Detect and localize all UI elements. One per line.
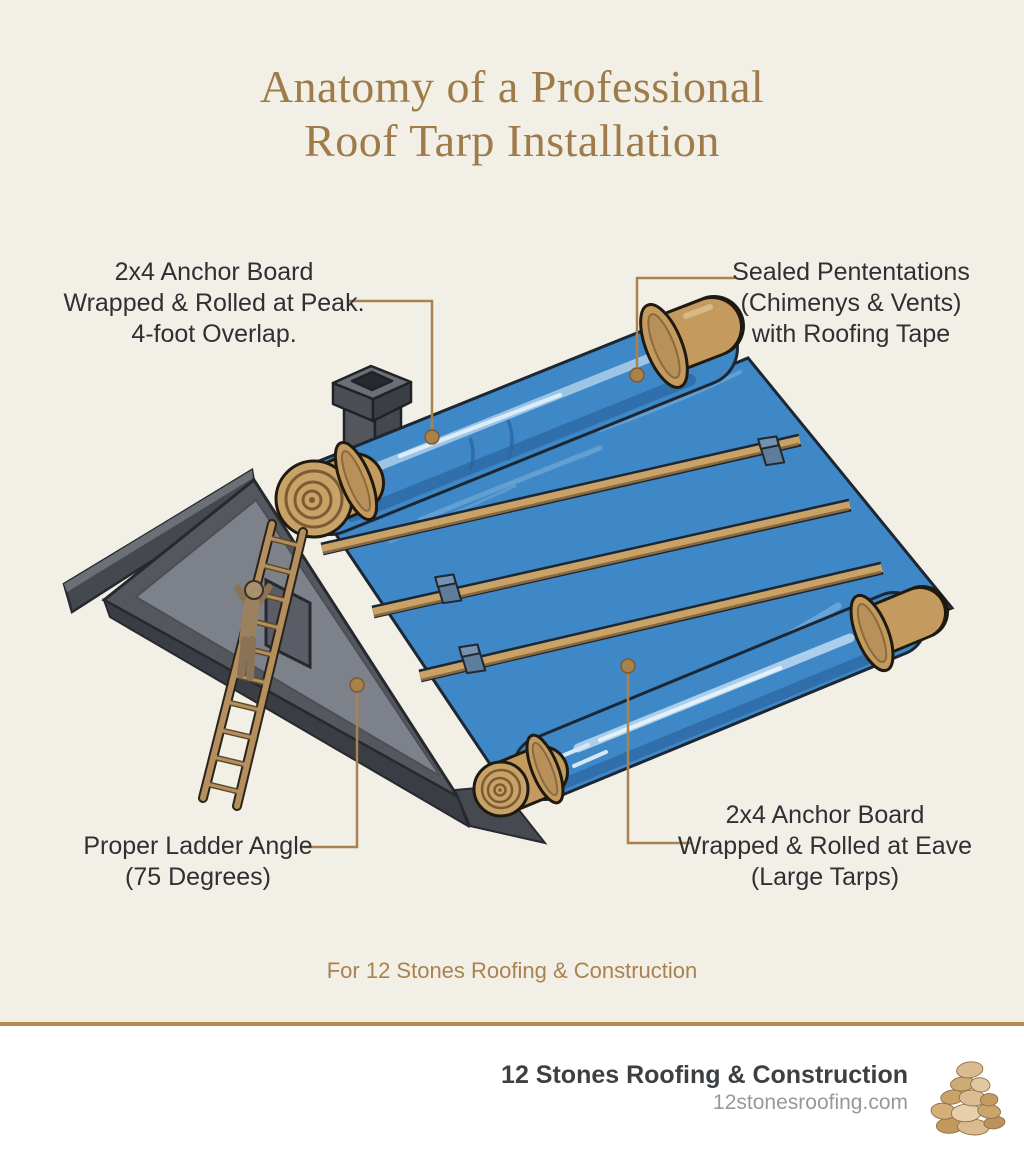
page-title-line-1: Anatomy of a Professional [259, 61, 765, 112]
callout-eave-line-2: Wrapped & Rolled at Eave [677, 832, 973, 860]
attribution-caption: For 12 Stones Roofing & Construction [326, 958, 698, 983]
callout-peak-line-3: 4-foot Overlap. [131, 320, 297, 348]
callout-dot-eave [621, 659, 635, 673]
footer [0, 1026, 1024, 1154]
callout-dot-peak [425, 430, 439, 444]
callout-dot-penetrations [630, 368, 644, 382]
stones-cairn-logo-icon [924, 1056, 1012, 1140]
callout-peak-line-1: 2x4 Anchor Board [114, 258, 314, 286]
callout-peak-line-2: Wrapped & Rolled at Peak. [63, 289, 365, 317]
footer-website: 12stonesroofing.com [713, 1091, 908, 1114]
callout-eave-label [650, 800, 1000, 893]
callout-penetrations-line-2: (Chimenys & Vents) [740, 289, 962, 317]
callout-ladder-line-2: (75 Degrees) [125, 863, 271, 891]
callout-ladder-line-1: Proper Ladder Angle [83, 832, 313, 860]
eave-roll-spiral-end [474, 762, 528, 816]
page-title [0, 60, 1024, 168]
footer-brand-name: 12 Stones Roofing & Construction [501, 1061, 908, 1089]
callout-dot-ladder [350, 678, 364, 692]
callout-eave-line-1: 2x4 Anchor Board [725, 801, 925, 829]
callout-penetrations-line-3: with Roofing Tape [751, 320, 951, 348]
callout-penetrations-label [698, 257, 1004, 350]
callout-eave-line-3: (Large Tarps) [750, 863, 900, 891]
callout-penetrations-line-1: Sealed Pententations [732, 258, 970, 286]
callout-peak-label [40, 257, 388, 350]
callout-ladder-label [28, 831, 368, 893]
page-title-line-2: Roof Tarp Installation [304, 115, 720, 166]
